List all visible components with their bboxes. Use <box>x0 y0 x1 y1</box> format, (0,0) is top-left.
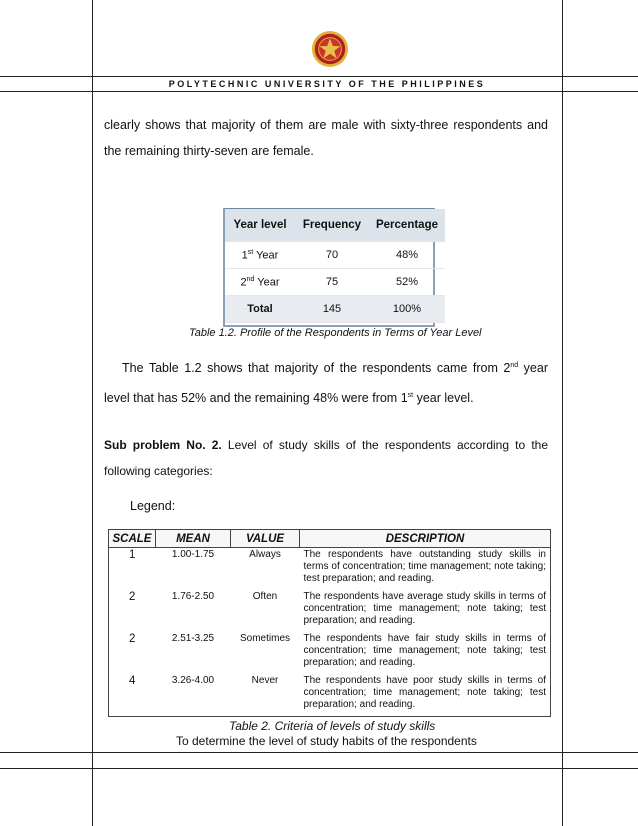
table-row <box>109 674 551 717</box>
col-header: Percentage <box>369 209 445 242</box>
year-level-table <box>225 209 445 323</box>
table-row <box>225 269 445 296</box>
description-cell: The respondents have fair study skills in terms of concentration; time management; note taking; test preparation; and reading. <box>303 633 546 668</box>
description-cell: The respondents have average study skills in terms of concentration; time management; note taking; test preparation; and reading. <box>303 591 546 626</box>
col-header: Frequency <box>295 209 369 242</box>
total-frequency: 145 <box>295 296 369 323</box>
table2-caption: Table 2. Criteria of levels of study skills <box>229 719 436 733</box>
col-header: VALUE <box>231 530 300 548</box>
mean-cell: 1.76-2.50 <box>171 591 215 602</box>
scale-cell: 1 <box>129 549 136 561</box>
header-bottom-line <box>0 91 638 92</box>
table2-subcaption: To determine the level of study habits of the respondents <box>176 734 477 748</box>
criteria-table <box>108 529 551 717</box>
description-cell: The respondents have outstanding study skills in terms of concentration; time management; note taking; test preparation; and reading. <box>303 549 546 584</box>
value-cell: Always <box>249 549 281 560</box>
table-row <box>109 548 551 591</box>
total-percentage: 100% <box>369 296 445 323</box>
percentage-cell: 48% <box>369 242 445 269</box>
table-row <box>109 590 551 632</box>
scale-cell: 2 <box>129 591 136 603</box>
intro-paragraph: clearly shows that majority of them are male with sixty-three respondents and the remaining thirty-seven are female. <box>104 118 548 158</box>
mean-cell: 2.51-3.25 <box>171 633 215 644</box>
value-cell: Often <box>252 591 278 602</box>
table1-caption: Table 1.2. Profile of the Respondents in Terms of Year Level <box>189 327 482 339</box>
total-label: Total <box>225 296 295 323</box>
col-header: MEAN <box>156 530 231 548</box>
percentage-cell: 52% <box>369 269 445 296</box>
university-header: POLYTECHNIC UNIVERSITY OF THE PHILIPPINES <box>168 79 486 89</box>
right-margin-line <box>562 0 563 826</box>
total-row <box>225 296 445 323</box>
col-header: DESCRIPTION <box>300 530 551 548</box>
legend-label: Legend: <box>130 499 176 513</box>
description-cell: The respondents have poor study skills in terms of concentration; time management; note taking; test preparation; and reading. <box>303 675 546 710</box>
sub-problem-paragraph: Sub problem No. 2. Level of study skills of the respondents according to the following categories: <box>104 438 549 478</box>
value-cell: Never <box>251 675 279 686</box>
mean-cell: 1.00-1.75 <box>171 549 215 560</box>
table-row <box>225 242 445 269</box>
year-cell: 1st Year <box>225 242 295 269</box>
scale-cell: 2 <box>129 633 136 645</box>
frequency-cell: 75 <box>295 269 369 296</box>
col-header: Year level <box>225 209 295 242</box>
footer-top-line <box>0 752 638 753</box>
header-top-line <box>0 76 638 77</box>
scale-cell: 4 <box>129 675 136 687</box>
col-header: SCALE <box>109 530 156 548</box>
frequency-cell: 70 <box>295 242 369 269</box>
year-cell: 2nd Year <box>225 269 295 296</box>
university-seal-icon <box>311 30 349 68</box>
table-row <box>109 632 551 674</box>
analysis-paragraph: The Table 1.2 shows that majority of the respondents came from 2nd year level that has 52% and the remaining 48% were from 1st year level. <box>104 361 549 406</box>
left-margin-line <box>92 0 93 826</box>
footer-bottom-line <box>0 768 638 769</box>
value-cell: Sometimes <box>239 633 290 644</box>
mean-cell: 3.26-4.00 <box>171 675 215 686</box>
